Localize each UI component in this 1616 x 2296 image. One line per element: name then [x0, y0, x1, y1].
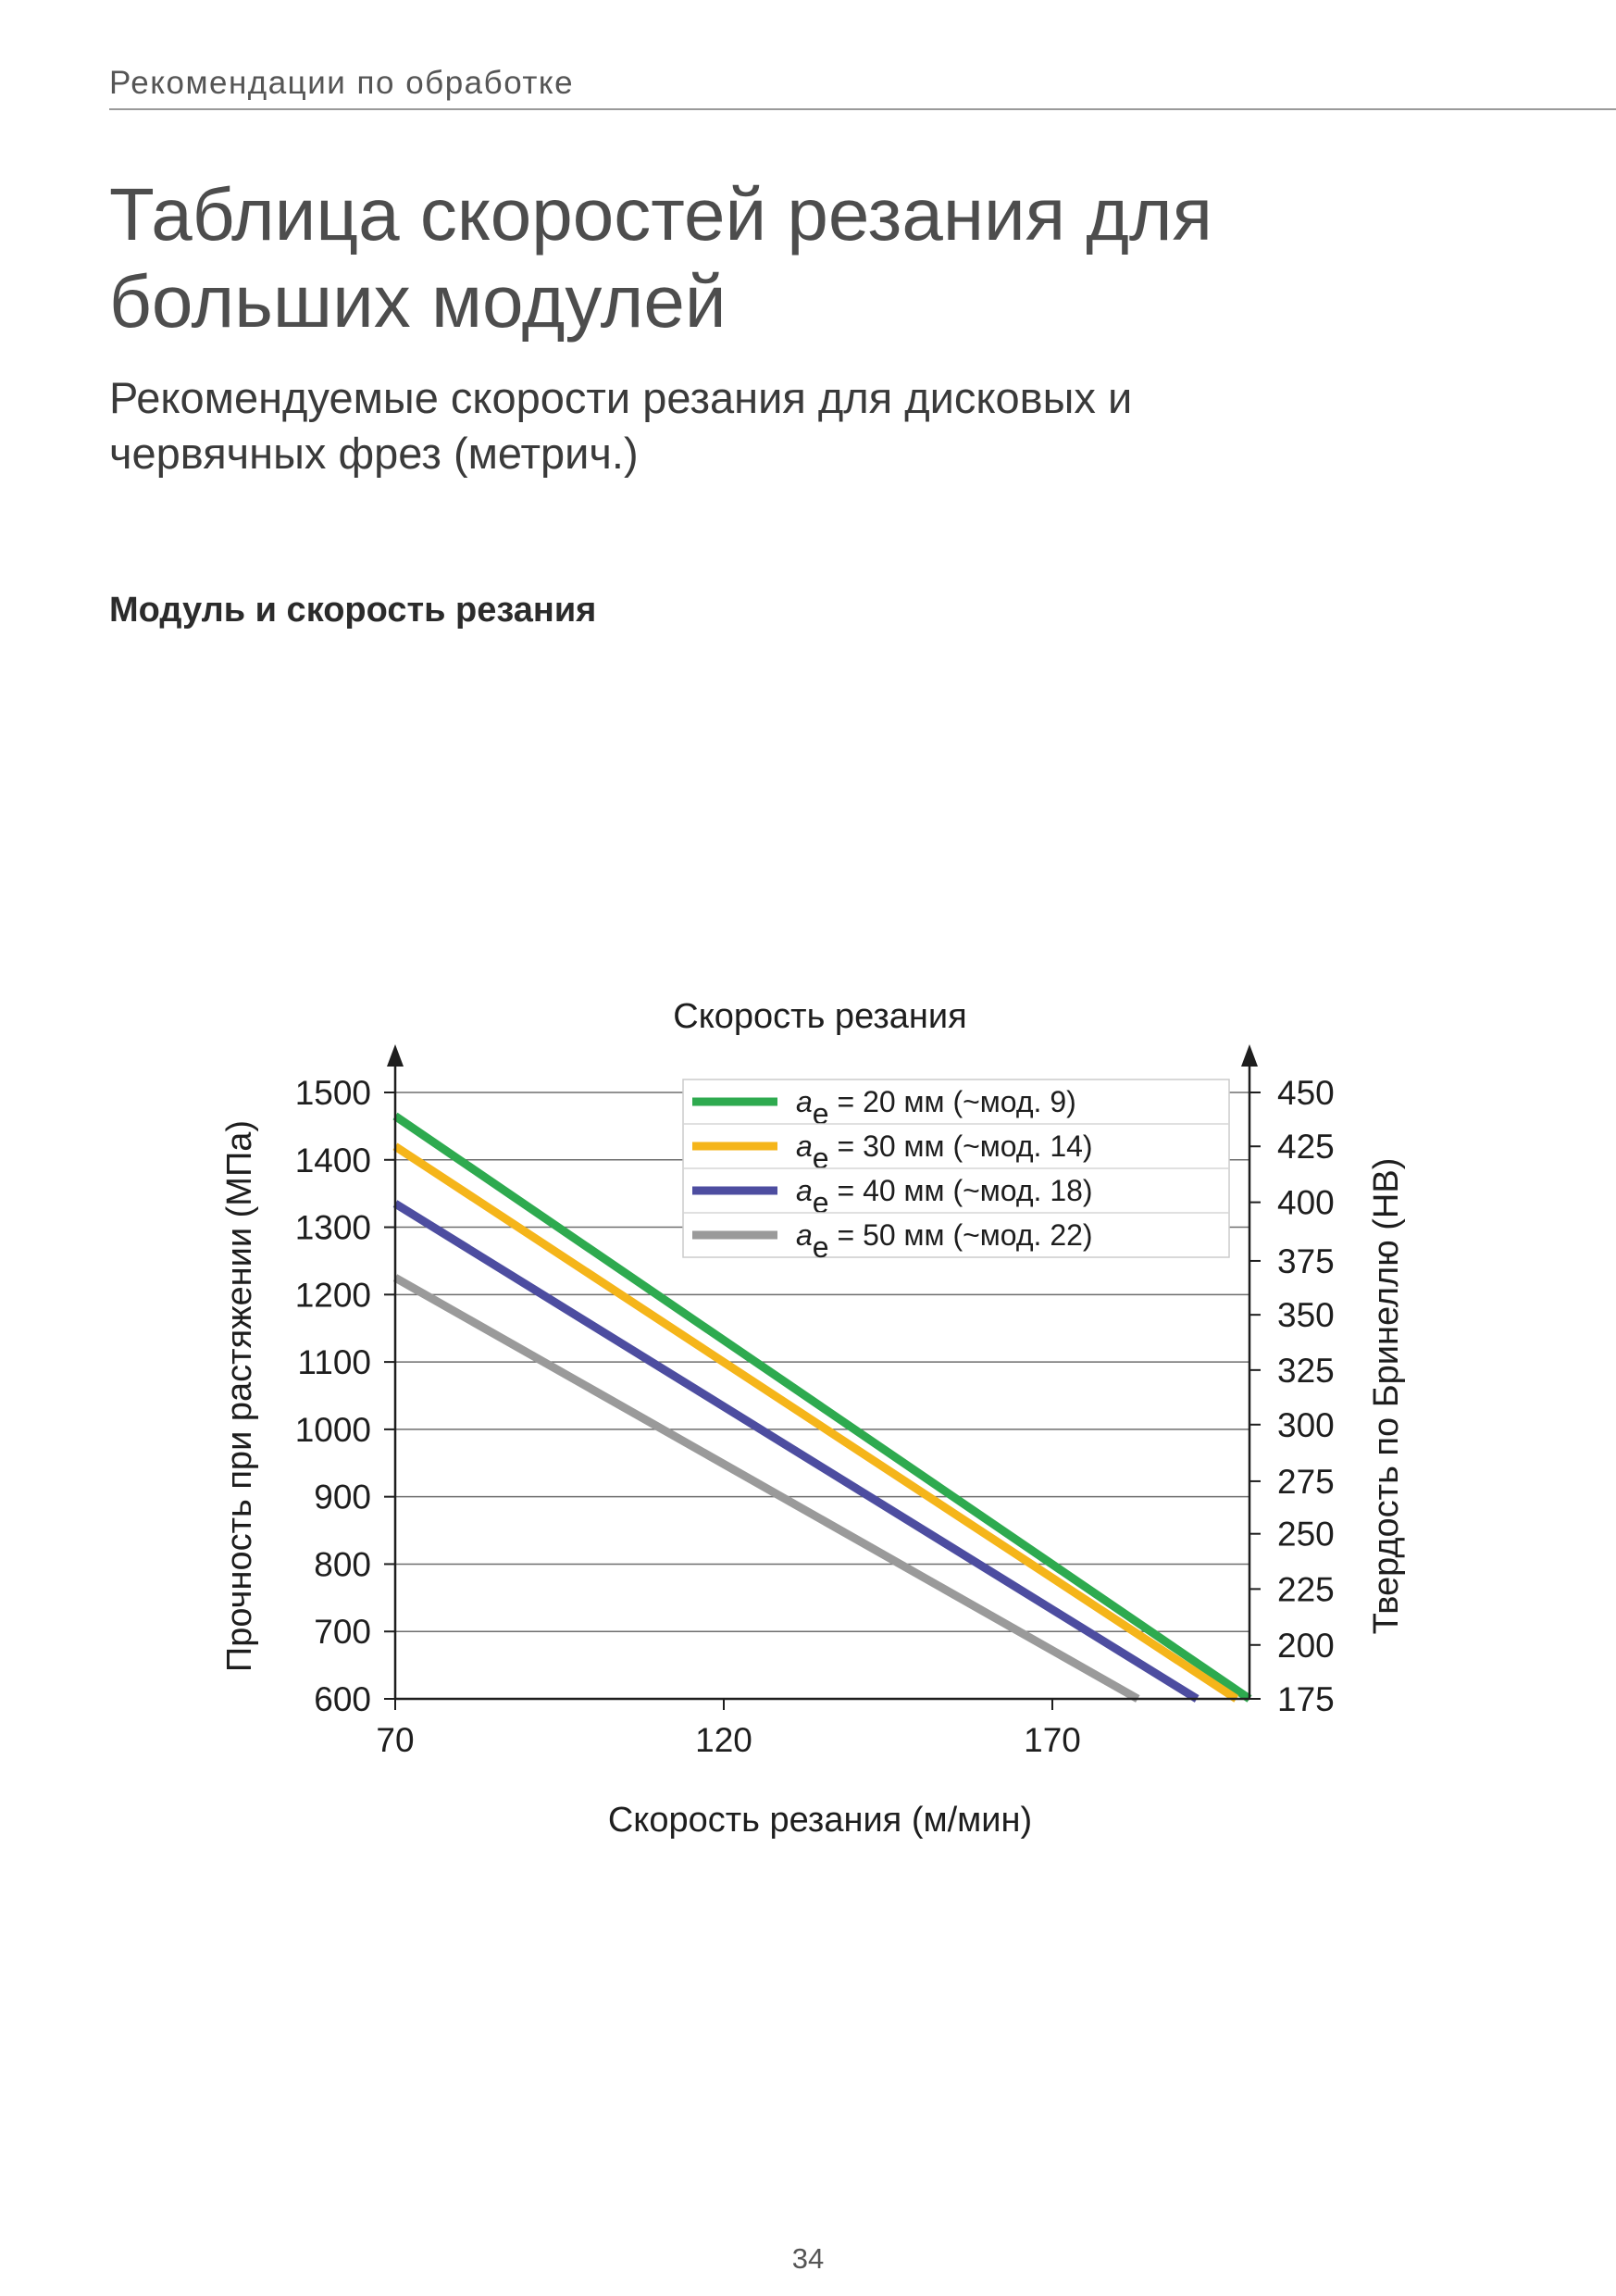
legend-label: ae = 20 мм (~мод. 9)	[796, 1085, 1076, 1130]
series-line	[395, 1278, 1137, 1699]
y2-tick-label: 400	[1277, 1183, 1335, 1222]
y-axis-label: Прочность при растяжении (МПа)	[220, 1119, 259, 1673]
legend-label: ae = 50 мм (~мод. 22)	[796, 1218, 1093, 1264]
page-title-line-2: больших модулей	[109, 260, 727, 343]
y2-tick-label: 275	[1277, 1462, 1335, 1501]
chart-title: Скорость резания	[673, 997, 967, 1036]
y-tick-label: 1400	[294, 1141, 371, 1179]
y2-tick-label: 200	[1277, 1626, 1335, 1665]
y2-tick-label: 450	[1277, 1074, 1335, 1112]
y-tick-label: 1500	[294, 1074, 371, 1112]
y-tick-label: 1300	[294, 1208, 371, 1247]
y2-tick-label: 250	[1277, 1515, 1335, 1554]
y-tick-label: 1000	[294, 1410, 371, 1449]
y2-tick-label: 225	[1277, 1570, 1335, 1609]
y2-tick-label: 350	[1277, 1296, 1335, 1335]
y-tick-label: 800	[314, 1545, 371, 1584]
x-axis-label: Скорость резания (м/мин)	[607, 1801, 1033, 1840]
legend	[683, 1079, 1229, 1264]
y-tick-label: 600	[314, 1680, 371, 1718]
page-title-line-1: Таблица скоростей резания для	[109, 173, 1212, 256]
y-tick-label: 700	[314, 1613, 371, 1652]
legend-label: ae = 30 мм (~мод. 14)	[796, 1129, 1093, 1175]
x-tick-label: 170	[1024, 1721, 1081, 1759]
page-subtitle-line-1: Рекомендуемые скорости резания для дисковых и	[109, 373, 1133, 422]
y2-tick-label: 325	[1277, 1351, 1335, 1390]
page-subtitle-line-2: червячных фрез (метрич.)	[109, 429, 639, 478]
y-tick-label: 900	[314, 1478, 371, 1516]
y2-tick-label: 375	[1277, 1242, 1335, 1280]
y2-axis-label: Твердость по Бринеллю (HB)	[1367, 1157, 1406, 1635]
y2-tick-label: 300	[1277, 1405, 1335, 1444]
x-tick-label: 120	[695, 1721, 752, 1759]
x-tick-label: 70	[376, 1721, 415, 1759]
y-tick-label: 1100	[297, 1343, 371, 1382]
y2-axis-arrow-icon	[1241, 1044, 1258, 1067]
y-tick-label: 1200	[294, 1276, 371, 1315]
y-axis-arrow-icon	[387, 1044, 404, 1067]
page-number: 34	[791, 2242, 825, 2275]
y2-tick-label: 425	[1277, 1128, 1335, 1167]
y2-tick-label: 175	[1277, 1680, 1335, 1718]
series-line	[395, 1204, 1197, 1699]
legend-label: ae = 40 мм (~мод. 18)	[796, 1174, 1093, 1219]
section-heading: Модуль и скорость резания	[109, 591, 597, 630]
running-header: Рекомендации по обработке	[109, 65, 575, 101]
